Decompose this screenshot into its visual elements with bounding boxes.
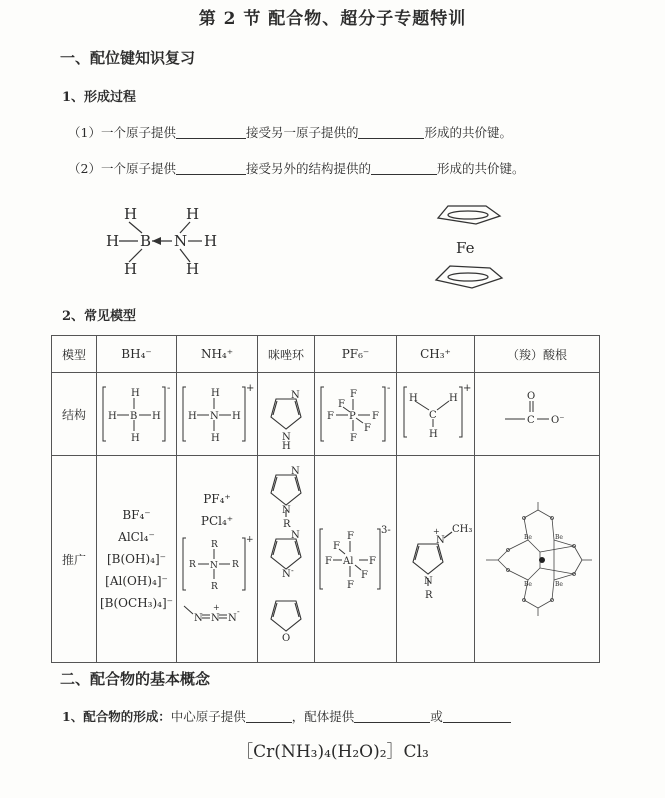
charge-label: + [432, 527, 440, 536]
atom-label: B [140, 232, 152, 250]
atom-label: N [210, 561, 218, 571]
nh4-structure-cell [177, 373, 258, 456]
atom-label: C [428, 410, 437, 421]
imidazole-structure-diagram [261, 379, 311, 449]
atom-label: N [423, 576, 433, 587]
atom-label: F [332, 541, 340, 552]
formation-line-c: ，配体提供 [291, 709, 355, 724]
atom-label: N [435, 535, 445, 546]
atom-label: Be [524, 534, 532, 541]
alf6-structure-cell [315, 456, 397, 663]
fill-line-2-b: 接受另外的结构提供的 [245, 161, 371, 176]
formation-line-a: 1、配合物的形成： [62, 709, 171, 724]
section2-heading: 二、配合物的基本概念 [60, 670, 211, 688]
atom-label: Al [342, 556, 353, 567]
atom-label: P [348, 411, 356, 422]
blank-field[interactable] [443, 709, 511, 723]
fill-line-2-a: （2）一个原子提供 [68, 161, 176, 176]
atom-label: H [204, 232, 218, 250]
atom-label: N [282, 505, 291, 516]
atom-label: Fe [456, 239, 475, 257]
imidazole-structure-cell [258, 373, 315, 456]
blank-field[interactable] [371, 161, 437, 175]
atom-label: F [368, 556, 376, 567]
atom-label: H [408, 393, 418, 404]
list-item: [Al(OH)₄]⁻ [105, 574, 168, 588]
imidazole-family-cell [258, 456, 315, 663]
atom-label: F [363, 423, 371, 434]
atom-label: F [324, 556, 332, 567]
atom-label: N [291, 530, 300, 541]
beryllium-cluster-diagram [478, 500, 596, 618]
nh4-structure-diagram [180, 379, 254, 449]
atom-label: R [283, 519, 291, 530]
alf6-structure-diagram [317, 521, 395, 597]
nr4-structure-diagram [180, 532, 254, 596]
pf6-structure-diagram [318, 379, 394, 449]
azide-structure-diagram [180, 596, 254, 630]
atom-label: N [282, 432, 291, 443]
table-row [52, 336, 600, 373]
fill-line-1-c: 形成的共价键。 [424, 125, 512, 140]
charge-label: + [246, 535, 254, 545]
list-item: [B(OCH₃)₄]⁻ [100, 596, 173, 610]
charge-label: + [462, 383, 471, 394]
table-header-cell: BH₄⁻ [97, 336, 177, 373]
atom-label: Be [524, 581, 532, 588]
charge-label: - [291, 566, 294, 575]
atom-label: F [346, 531, 354, 542]
list-item: BF₄⁻ [122, 508, 151, 522]
atom-label: Be [555, 534, 563, 541]
atom-label: H [107, 411, 117, 422]
ferrocene-structure [430, 196, 510, 296]
table-header-cell: 模型 [52, 336, 97, 373]
list-item: PF₄⁺ [203, 492, 231, 506]
atom-label: N [211, 613, 220, 624]
blank-field[interactable] [354, 709, 430, 723]
atom-label: R [424, 590, 433, 601]
heterocycle-family-diagram [261, 461, 311, 657]
atom-label: H [211, 388, 220, 399]
table-row [52, 456, 600, 663]
atom-label: H [211, 433, 220, 444]
charge-label: - [166, 383, 170, 394]
formation-line [62, 707, 511, 725]
complex-formula: ［Cr(NH₃)₄(H₂O)₂］Cl₃ [236, 742, 429, 762]
atom-label: N [210, 411, 219, 422]
atom-label: N [228, 613, 237, 624]
blank-field[interactable] [358, 125, 424, 139]
atom-label: H [130, 433, 140, 444]
central-oxygen-icon [539, 557, 545, 563]
page-title: 第 2 节 配合物、超分子专题特训 [198, 9, 467, 29]
nh4-family-cell [177, 456, 258, 663]
bh4-structure-diagram [100, 379, 174, 449]
atom-label: C [527, 415, 535, 426]
models-table [51, 335, 600, 663]
bh4-structure-cell [97, 373, 177, 456]
ch3-structure-diagram [401, 379, 471, 449]
list-item: [B(OH)₄]⁻ [107, 552, 166, 566]
atom-label: R [232, 560, 239, 570]
carboxylate-structure-cell [475, 373, 600, 456]
pf6-structure-cell [315, 373, 397, 456]
list-item: PCl₄⁺ [200, 514, 234, 528]
atom-label: F [371, 411, 379, 422]
charge-label: - [386, 383, 390, 394]
atom-label: H [130, 388, 140, 399]
atom-label: H [124, 205, 138, 223]
charge-label: + [246, 383, 254, 394]
table-header-cell: PF₆⁻ [315, 336, 397, 373]
atom-label: N [174, 232, 188, 250]
fill-line-1 [68, 123, 512, 141]
atom-label: O [527, 391, 536, 402]
table-header-cell: 咪唑环 [258, 336, 315, 373]
blank-field[interactable] [246, 709, 292, 723]
formation-line-d: 或 [430, 709, 443, 724]
atom-label: Be [555, 581, 563, 588]
fill-line-2 [68, 159, 525, 177]
methylimidazolium-structure-diagram [400, 514, 472, 604]
atom-label: H [188, 411, 197, 422]
atom-label: N [291, 390, 300, 401]
section1-heading: 一、配位键知识复习 [60, 49, 196, 67]
carboxylate-structure-diagram [497, 379, 577, 449]
atom-label: H [186, 260, 200, 278]
atom-label: N [291, 466, 300, 477]
atom-label: F [346, 580, 354, 591]
atom-label: F [349, 433, 357, 444]
table-header-cell: （羧）酸根 [475, 336, 600, 373]
table-header-cell: CH₃⁺ [397, 336, 475, 373]
atom-label: H [106, 232, 120, 250]
atom-label: N [194, 613, 203, 624]
atom-label: H [124, 260, 138, 278]
atom-label: F [337, 399, 345, 410]
atom-label: H [448, 393, 458, 404]
atom-label: R [211, 582, 218, 592]
atom-label: N [282, 569, 291, 580]
atom-label: O⁻ [551, 415, 565, 426]
atom-label: R [189, 560, 196, 570]
beryllium-cluster-cell [475, 456, 600, 663]
atom-label: R [211, 540, 218, 550]
charge-label: 3- [380, 525, 391, 536]
methyl-label: CH₃ [451, 524, 472, 535]
atom-label: H [151, 411, 161, 422]
atom-label: F [326, 411, 334, 422]
formation-line-b: 中心原子提供 [170, 709, 246, 724]
methylimidazolium-structure-cell [397, 456, 475, 663]
atom-label: O [282, 633, 291, 644]
atom-label: B [129, 411, 137, 422]
atom-label: F [360, 570, 368, 581]
charge-label: + [213, 603, 220, 612]
fill-line-1-b: 接受另一原子提供的 [245, 125, 359, 140]
blank-field[interactable] [176, 125, 246, 139]
row-label-structure: 结构 [52, 373, 97, 456]
atom-label: H [186, 205, 200, 223]
row-label-extend: 推广 [52, 456, 97, 663]
section1-sub1: 1、形成过程 [62, 90, 137, 105]
charge-label: - [237, 607, 240, 616]
bh4-family-cell [97, 456, 177, 663]
ammonia-borane-structure [98, 200, 238, 282]
fill-line-2-c: 形成的共价键。 [436, 161, 525, 176]
atom-label: H [232, 411, 241, 422]
ch3-structure-cell [397, 373, 475, 456]
blank-field[interactable] [176, 161, 246, 175]
fill-line-1-a: （1）一个原子提供 [68, 125, 176, 140]
atom-label: H [428, 429, 438, 440]
table-row [52, 373, 600, 456]
atom-label: F [349, 389, 357, 400]
atom-label: H [282, 441, 291, 449]
table-header-cell: NH₄⁺ [177, 336, 258, 373]
list-item: AlCl₄⁻ [118, 530, 155, 544]
dative-arrow-icon [152, 237, 161, 245]
section1-sub2: 2、常见模型 [62, 309, 137, 324]
